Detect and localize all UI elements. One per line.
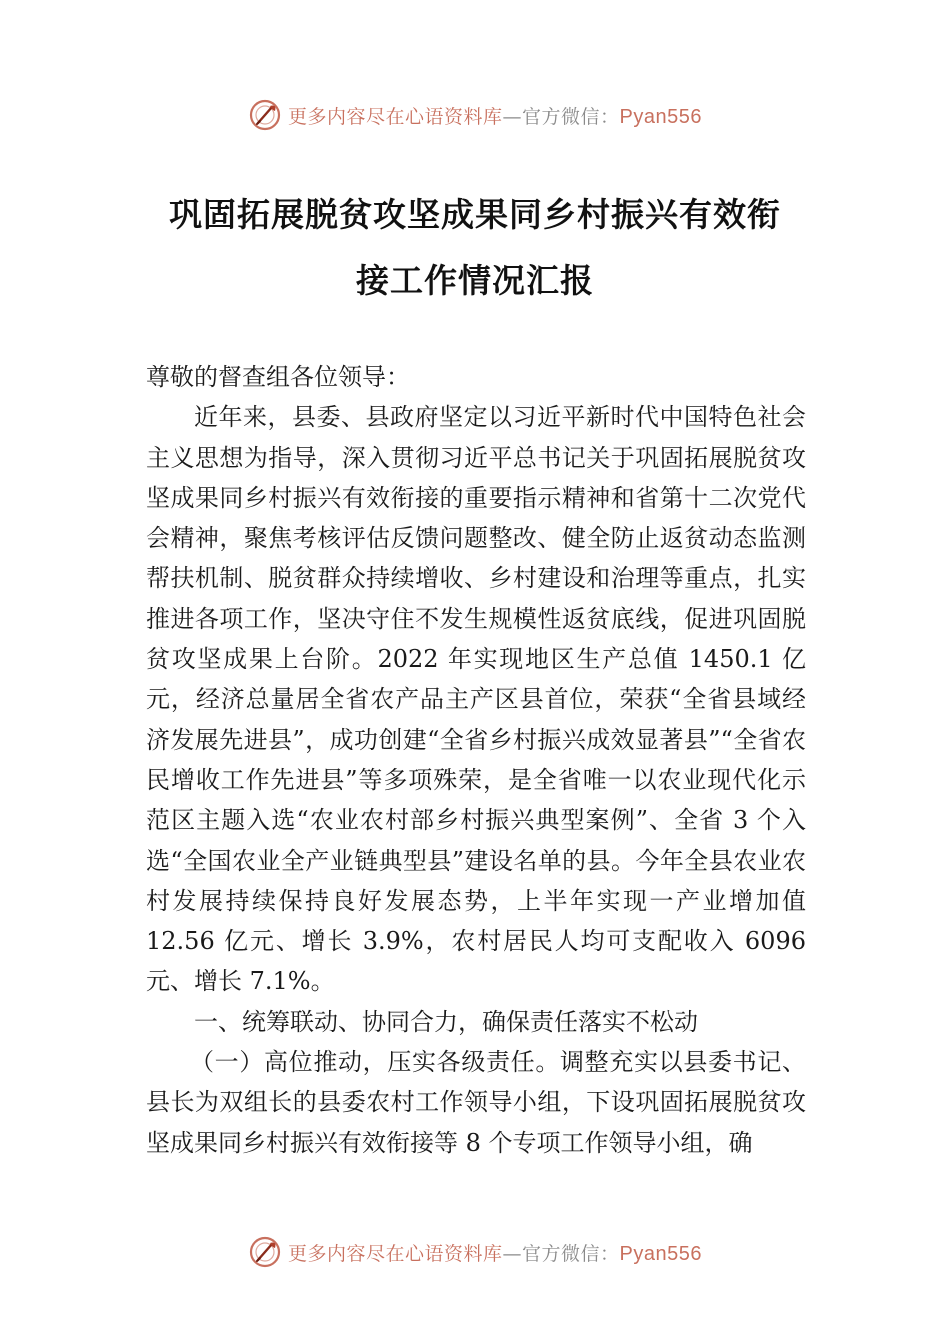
title-line-1: 巩固拓展脱贫攻坚成果同乡村振兴有效衔 xyxy=(169,195,781,234)
watermark-separator: — xyxy=(502,105,523,128)
watermark-brand: 更多内容尽在心语资料库 xyxy=(288,105,503,128)
watermark-text xyxy=(288,102,702,129)
watermark-banner-top xyxy=(0,95,950,135)
document-body xyxy=(146,357,806,1163)
title-line-2: 接工作情况汇报 xyxy=(356,261,594,300)
paragraph-intro: 近年来，县委、县政府坚定以习近平新时代中国特色社会主义思想为指导，深入贯彻习近平总书记关于巩固拓展脱贫攻坚成果同乡村振兴有效衔接的重要指示精神和省第十二次党代会精神，聚焦考核评估反馈问题整改、健全防止返贫动态监测帮扶机制、脱贫群众持续增收、乡村建设和治理等重点，扎实推进各项工作，坚决守住不发生规模性返贫底线，促进巩固脱贫攻坚成果上台阶。2022 年实现地区生产总值 1450.1 亿元，经济总量居全省农产品主产区县首位，荣获“全省县域经济发展先进县”，成功创建“全省乡村振兴成效显著县”“全省农民增收工作先进县”等多项殊荣，是全省唯一以农业现代化示范区主题入选“农业农村部乡村振兴典型案例”、全省 3 个入选“全国农业全产业链典型县”建设名单的县。今年全县农业农村发展持续保持良好发展态势，上半年实现一产业增加值 12.56 亿元、增长 3.9%，农村居民人均可支配收入 6096 元、增长 7.1%。 xyxy=(146,403,806,996)
watermark-separator: — xyxy=(502,1242,523,1265)
watermark-brand: 更多内容尽在心语资料库 xyxy=(288,1242,503,1265)
quill-seal-icon xyxy=(248,98,282,132)
watermark-banner-bottom xyxy=(0,1232,950,1272)
watermark-wechat-id: Pyan556 xyxy=(619,1242,702,1265)
document-title xyxy=(110,182,840,314)
watermark-text xyxy=(288,1239,702,1266)
paragraph-section-1-1: （一）高位推动，压实各级责任。调整充实以县委书记、县长为双组长的县委农村工作领导小组，下设巩固拓展脱贫攻坚成果同乡村振兴有效衔接等 8 个专项工作领导小组，确 xyxy=(146,1048,806,1157)
watermark-wechat-id: Pyan556 xyxy=(619,105,702,128)
quill-seal-icon xyxy=(248,1235,282,1269)
watermark-wechat-label: 官方微信： xyxy=(522,105,620,128)
salutation: 尊敬的督查组各位领导： xyxy=(146,363,410,391)
section-heading-1: 一、统筹联动、协同合力，确保责任落实不松动 xyxy=(194,1007,698,1036)
watermark-wechat-label: 官方微信： xyxy=(522,1242,620,1265)
